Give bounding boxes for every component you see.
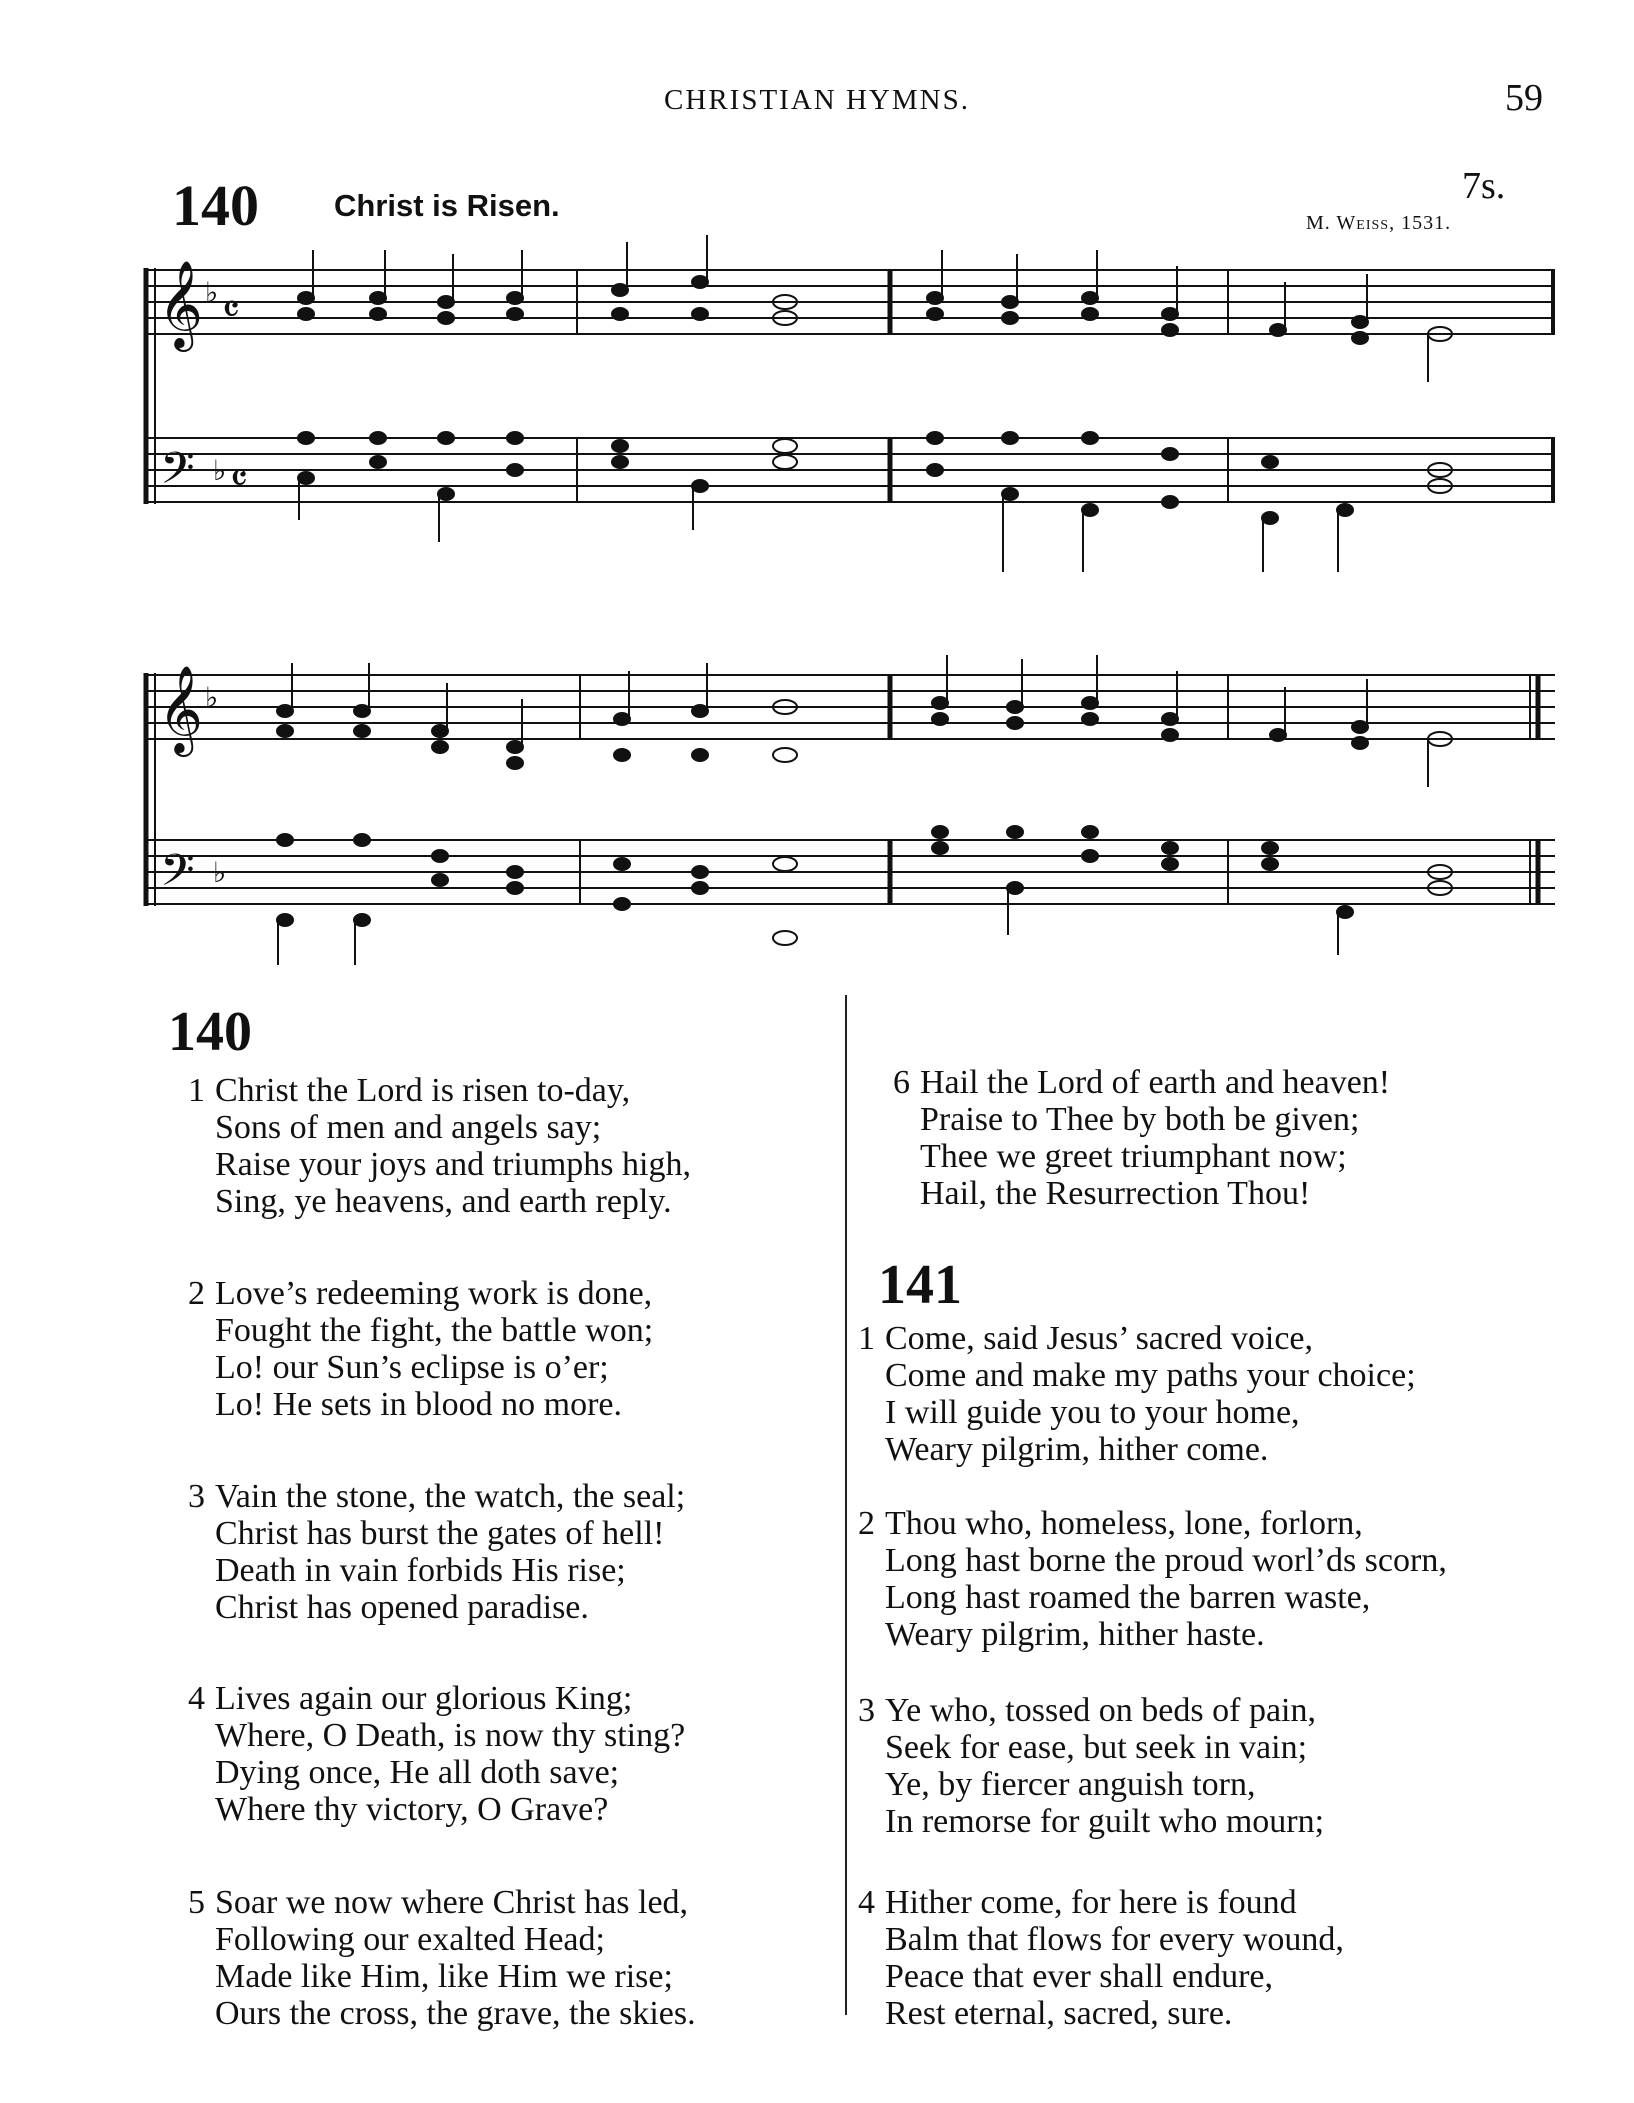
tune-number: 140 (172, 173, 259, 238)
stanza-line: In remorse for guilt who mourn; (885, 1803, 1325, 1840)
stanza-line: Ours the cross, the grave, the skies. (215, 1995, 696, 2032)
stanza-line: Lo! He sets in blood no more. (215, 1386, 622, 1423)
stanza-number: 6 (893, 1064, 910, 1101)
stanza-number: 3 (858, 1692, 875, 1729)
tune-meter: 7s. (1462, 165, 1506, 207)
bass-staff (148, 438, 1555, 502)
stanza-line: Weary pilgrim, hither come. (885, 1431, 1269, 1468)
stanza-line: Come, said Jesus’ sacred voice, (885, 1320, 1314, 1357)
stanza-line: Balm that flows for every wound, (885, 1921, 1344, 1958)
stanza-line: Hail, the Resurrection Thou! (920, 1175, 1311, 1212)
stanza-line: Hail the Lord of earth and heaven! (920, 1064, 1391, 1101)
music-score-system-1 (0, 230, 1634, 590)
hymn-140-heading: 140 (168, 1001, 252, 1063)
hymn-140-stanza-4 (175, 1680, 685, 1828)
stanza-line: Death in vain forbids His rise; (215, 1552, 626, 1589)
hymn-140-stanza-2 (175, 1275, 653, 1423)
common-time-icon: 𝄴 (230, 456, 248, 502)
stanza-line: Lo! our Sun’s eclipse is o’er; (215, 1349, 609, 1386)
flat-icon: ♭ (213, 454, 227, 487)
tune-composer-text: M. Weiss, 1531. (1306, 212, 1452, 234)
stanza-number: 2 (188, 1275, 205, 1312)
stanza-line: Fought the fight, the battle won; (215, 1312, 654, 1349)
stanza-number: 5 (188, 1884, 205, 1921)
hymn-141-stanza-2 (845, 1505, 1447, 1653)
hymn-140-stanza-3 (175, 1478, 685, 1626)
stanza-line: Love’s redeeming work is done, (215, 1275, 653, 1312)
stanza-line: Rest eternal, sacred, sure. (885, 1995, 1233, 2032)
stanza-number: 1 (858, 1320, 875, 1357)
bass-clef-icon: 𝄢 (160, 442, 195, 505)
stanza-line: Ye who, tossed on beds of pain, (885, 1692, 1316, 1729)
flat-icon: ♭ (213, 856, 227, 889)
stanza-line: Raise your joys and triumphs high, (215, 1146, 691, 1183)
flat-icon: ♭ (205, 681, 219, 714)
treble-staff (148, 270, 1555, 334)
bass-clef-icon: 𝄢 (160, 844, 195, 907)
tune-title: Christ is Risen. (334, 188, 560, 223)
stanza-number: 3 (188, 1478, 205, 1515)
treble-clef-icon: 𝄞 (158, 664, 203, 753)
stanza-line: Sons of men and angels say; (215, 1109, 602, 1146)
common-time-icon: 𝄴 (222, 287, 240, 333)
stanza-line: Long hast roamed the barren waste, (885, 1579, 1371, 1616)
stanza-line: Christ the Lord is risen to-day, (215, 1072, 631, 1109)
hymn-140-stanza-5 (175, 1884, 696, 2032)
stanza-line: Vain the stone, the watch, the seal; (215, 1478, 686, 1515)
stanza-line: Long hast borne the proud worl’ds scorn, (885, 1542, 1447, 1579)
stanza-line: Peace that ever shall endure, (885, 1958, 1273, 1995)
running-head: CHRISTIAN HYMNS. (664, 84, 970, 116)
hymn-141-stanza-3 (845, 1692, 1324, 1840)
hymn-141-heading: 141 (878, 1254, 962, 1316)
stanza-line: Where, O Death, is now thy sting? (215, 1717, 686, 1754)
hymn-141-stanza-1 (845, 1320, 1416, 1468)
stanza-line: Sing, ye heavens, and earth reply. (215, 1183, 672, 1220)
stanza-line: Weary pilgrim, hither haste. (885, 1616, 1265, 1653)
stanza-line: Seek for ease, but seek in vain; (885, 1729, 1308, 1766)
stanza-line: Hither come, for here is found (885, 1884, 1297, 1921)
stanza-line: Made like Him, like Him we rise; (215, 1958, 673, 1995)
stanza-line: Following our exalted Head; (215, 1921, 605, 1958)
bass-notes (277, 826, 1452, 965)
treble-clef-icon: 𝄞 (158, 259, 203, 348)
stanza-line: Ye, by fiercer anguish torn, (885, 1766, 1256, 1803)
stanza-line: Christ has burst the gates of hell! (215, 1515, 665, 1552)
bass-staff (148, 840, 1555, 904)
page-number: 59 (1505, 77, 1543, 119)
stanza-line: Where thy victory, O Grave? (215, 1791, 609, 1828)
stanza-number: 4 (188, 1680, 205, 1717)
music-score-system-2 (0, 635, 1634, 975)
flat-icon: ♭ (205, 276, 219, 309)
stanza-line: I will guide you to your home, (885, 1394, 1300, 1431)
hymn-140-stanza-1 (175, 1072, 691, 1220)
stanza-line: Christ has opened paradise. (215, 1589, 589, 1626)
stanza-line: Praise to Thee by both be given; (920, 1101, 1360, 1138)
hymn-141-stanza-4 (845, 1884, 1344, 2032)
stanza-line: Thou who, homeless, lone, forlorn, (885, 1505, 1363, 1542)
stanza-number: 4 (858, 1884, 875, 1921)
stanza-line: Come and make my paths your choice; (885, 1357, 1416, 1394)
stanza-line: Soar we now where Christ has led, (215, 1884, 689, 1921)
hymn-140-stanza-6 (880, 1064, 1390, 1212)
stanza-number: 1 (188, 1072, 205, 1109)
stanza-line: Dying once, He all doth save; (215, 1754, 620, 1791)
stanza-number: 2 (858, 1505, 875, 1542)
treble-notes (298, 235, 1452, 382)
stanza-line: Thee we greet triumphant now; (920, 1138, 1347, 1175)
stanza-line: Lives again our glorious King; (215, 1680, 633, 1717)
